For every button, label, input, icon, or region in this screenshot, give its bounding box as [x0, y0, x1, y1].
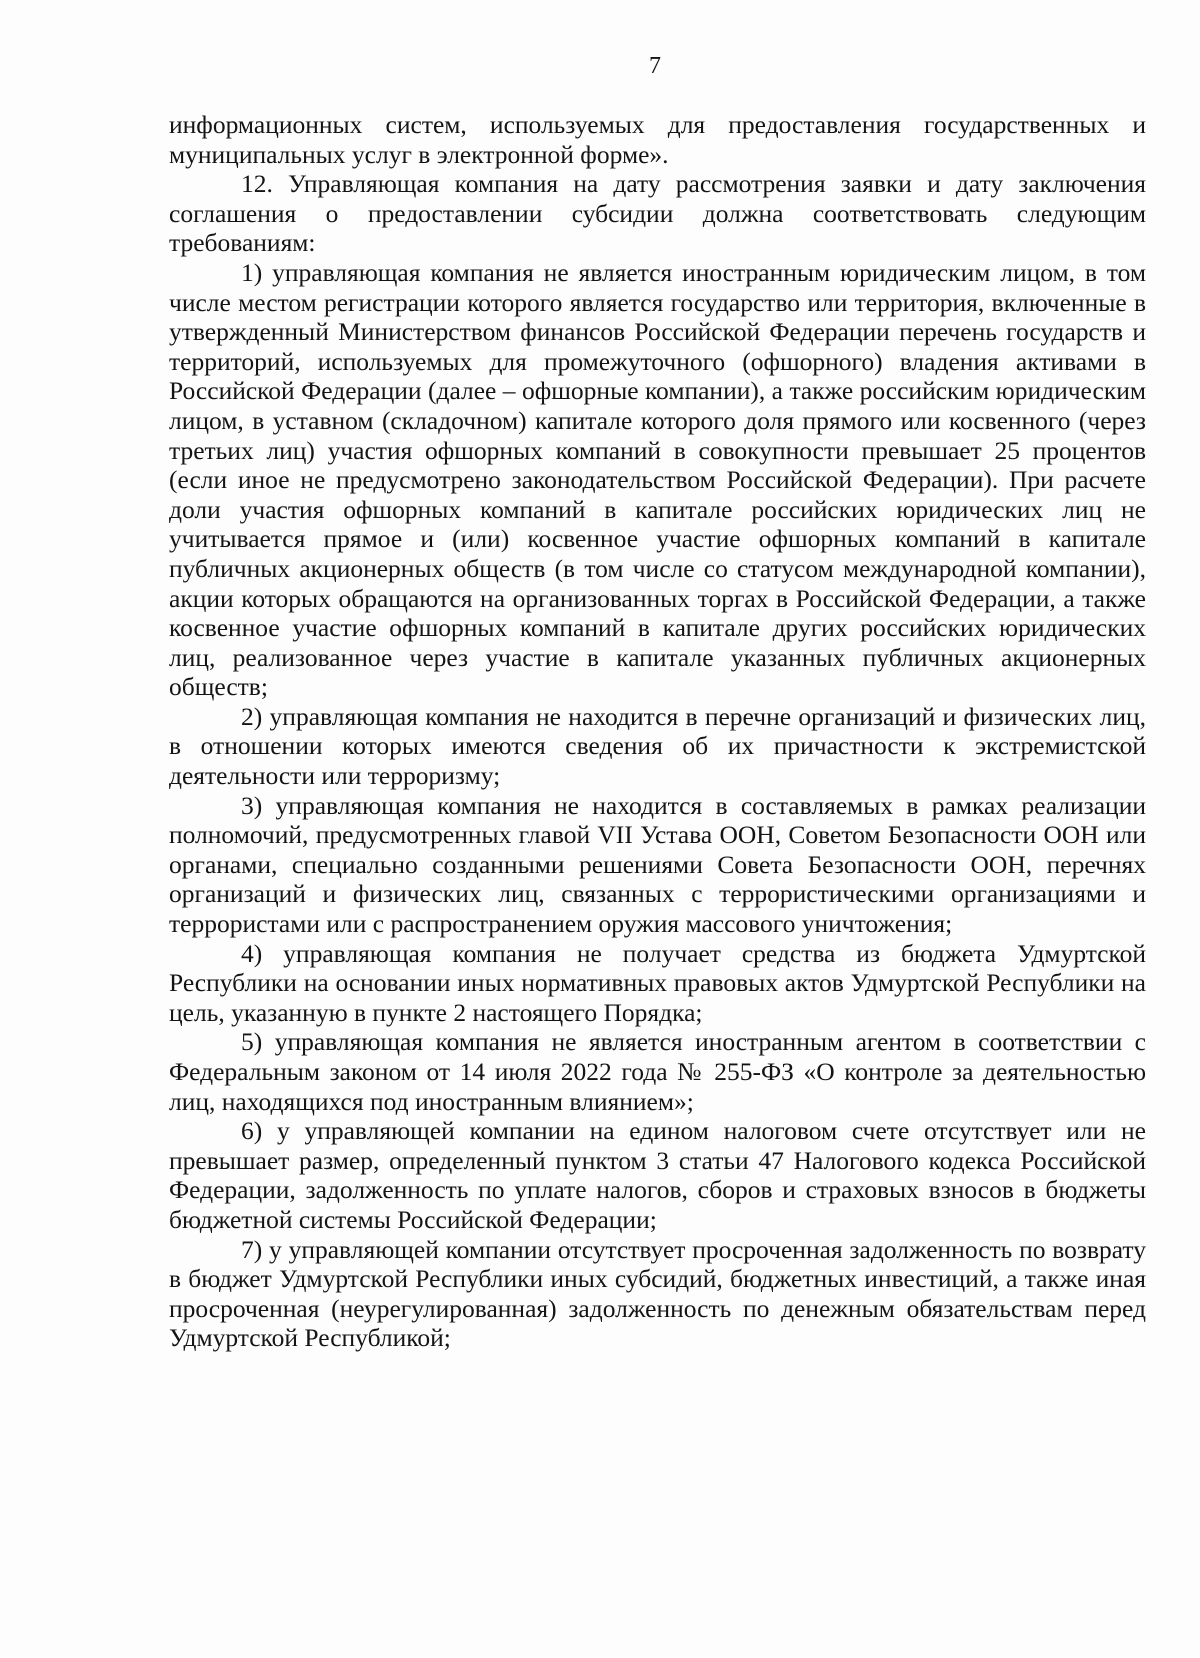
paragraph-clause-12: 12. Управляющая компания на дату рассмотрения заявки и дату заключения соглашения о предоставлении субсидии должна соответствовать следующим требованиям:: [169, 169, 1146, 258]
paragraph-item-6: 6) у управляющей компании на едином налоговом счете отсутствует или не превышает размер, определенный пунктом 3 статьи 47 Налогового кодекса Российской Федерации, задолженность по уплате налогов, сборов и страховых взносов в бюджеты бюджетной системы Российской Федерации;: [169, 1116, 1146, 1234]
paragraph-item-2: 2) управляющая компания не находится в перечне организаций и физических лиц, в отношении которых имеются сведения об их причастности к экстремистской деятельности или терроризму;: [169, 701, 1146, 791]
document-body: [169, 110, 1146, 1353]
paragraph-item-4: 4) управляющая компания не получает средства из бюджета Удмуртской Республики на основании иных нормативных правовых актов Удмуртской Республики на цель, указанную в пункте 2 настоящего Порядка;: [169, 938, 1146, 1027]
page-number: 7: [649, 53, 661, 79]
paragraph-item-3: 3) управляющая компания не находится в составляемых в рамках реализации полномочий, предусмотренных главой VII Устава ООН, Советом Безопасности ООН или органами, специально созданными решениями Совета Безопасности ООН, перечнях организаций и физических лиц, связанных с террористическими организациями и террористами или с распространением оружия массового уничтожения;: [169, 790, 1146, 939]
paragraph-item-1: 1) управляющая компания не является иностранным юридическим лицом, в том числе местом регистрации которого является государство или территория, включенные в утвержденный Министерством финансов Российской Федерации перечень государств и территорий, используемых для промежуточного (офшорного) владения активами в Российской Федерации (далее – офшорные компании), а также российским юридическим лицом, в уставном (складочном) капитале которого доля прямого или косвенного (через третьих лиц) участия офшорных компаний в совокупности превышает 25 процентов (если иное не предусмотрено законодательством Российской Федерации). При расчете доли участия офшорных компаний в капитале российских юридических лиц не учитывается прямое и (или) косвенное участие офшорных компаний в капитале публичных акционерных обществ (в том числе со статусом международной компании), акции которых обращаются на организованных торгах в Российской Федерации, а также косвенное участие офшорных компаний в капитале других российских юридических лиц, реализованное через участие в капитале указанных публичных акционерных обществ;: [169, 257, 1146, 702]
paragraph-continuation: информационных систем, используемых для предоставления государственных и муниципальных услуг в электронной форме».: [169, 110, 1146, 169]
paragraph-item-7: 7) у управляющей компании отсутствует просроченная задолженность по возврату в бюджет Удмуртской Республики иных субсидий, бюджетных инвестиций, а также иная просроченная (неурегулированная) задолженность по денежным обязательствам перед Удмуртской Республикой;: [169, 1234, 1146, 1353]
paragraph-item-5: 5) управляющая компания не является иностранным агентом в соответствии с Федеральным законом от 14 июля 2022 года № 255-ФЗ «О контроле за деятельностью лиц, находящихся под иностранным влиянием»;: [169, 1027, 1146, 1116]
